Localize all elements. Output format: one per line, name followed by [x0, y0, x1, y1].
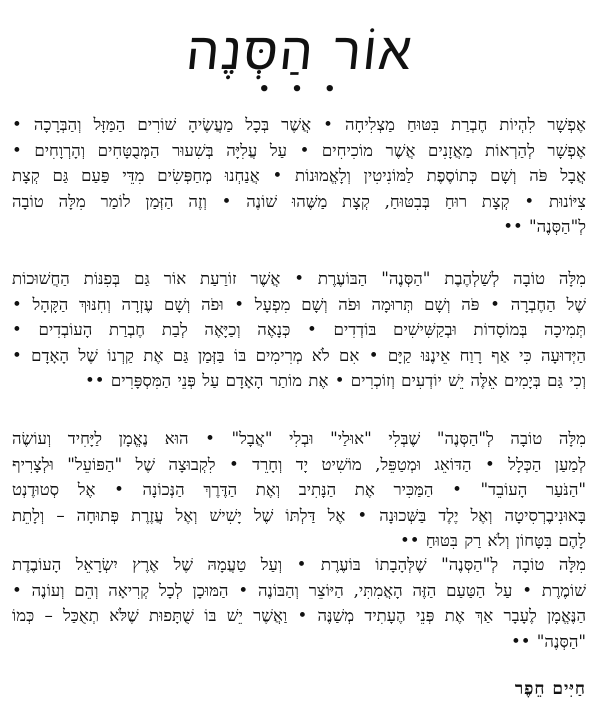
paragraph-line: "הַנֹּעַר הָעוֹבֵד" • הַמַּכִּיר אֶת הַנָּתִיב וְאֶת הַדֶּרֶךְ הַנְּכוֹנָה • אֶל סְטוּדֶנְט — [12, 480, 586, 499]
title-ornament: ∙ ∙ ∙ — [257, 76, 343, 101]
paragraph-line: תְּמִיכָה בְּמוֹסָדוֹת וּבְקַשִּׁישִׁים בּוֹדְדִים • כְּנָאֶה וְכַיָּאֶה לְבַת חֶבְרַת הָעוֹבְדִים • — [12, 320, 586, 339]
paragraph-line: לְמַעַן הַכְּלָל • הַדּוֹאֵג וּמְטַפֵּל, מוֹשִׁיט יָד וְחָרֵד • לִקְבוּצָה שֶׁל "הַפּוֹעֵל" וּלְצָרִיף — [12, 454, 586, 474]
paragraph-line: צִיּוֹנוּת • קְצָת רוּחַ בְּבִטּוּחַ, קְצָת מַשֶּׁהוּ שׁוֹנֶה • וְזֶה הַזְּמַן לוֹמַר מִלָּה טוֹבָה — [12, 191, 586, 211]
paragraph-line: "הַסְּנֶה" •• — [510, 631, 586, 651]
paragraph-2 — [12, 266, 586, 394]
paragraph-line: שׁוֹמֶרֶת • עַל הַטַּעַם הַזֶּה הָאֲמִתִּי, הַיּוֹצֵר וְהַבּוֹנֶה • הַמּוּכָן לְכָל קְרִיאָה וְהֵם וְעוֹנֶה • — [12, 580, 586, 600]
paragraph-line: הַנֶּאֱמָן לֶעָבָר אַךְ אֶת פְּנֵי הֶעָתִיד מְשַׁנֶּה • וַאֲשֶׁר יֵשׁ בּוֹ שֻׁתָּפוּת שֶׁלֹּא תְאֻכַּל – כְּמוֹ — [12, 606, 586, 625]
paragraph-line: מִלָּה טוֹבָה לְ"הַסְּנֶה" שֶׁבְּלִי "אוּלַי" וּבְלִי "אֲבָל" • הוּא נֶאֱמָן לַיָּחִיד וְעוֹשֶׂה — [12, 429, 586, 448]
paragraph-line: אֶפְשָׁר לְהַרְאוֹת מַאֲזָנִים אֲשֶׁר מוֹכִיחִים • עַל עֲלִיָּה בְּשִׁעוּר הַמְּבֻטָּחִים וְהָרְוָחִים • — [12, 140, 586, 160]
paragraph-line: וְכִי גַּם בְּיָמִים אֵלֶּה יֵשׁ יוֹדְעִים וְזוֹכְרִים • אֶת מוֹתַר הָאָדָם עַל פְּנֵי הַמִּסְפָּרִים •• — [85, 371, 586, 390]
paragraph-line: בָּאוּנִיבֶרְסִיטָה וְאֶל יֶלֶד בַּשְּׁכוּנָה • אֶל דַּלְתּוֹ שֶׁל יָשִׁישׁ וְאֶל עֲזֶרֶת פְּתוּחָה – וְלָתֵת — [12, 505, 586, 525]
paragraph-line: לָהֶם בִּטָּחוֹן וְלֹא רַק בִּטּוּחַ •• — [399, 531, 586, 550]
paragraph-line: שֶׁל הַחֶבְרָה • פֹּה וְשָׁם תְּרוּמָה וּפֹה וְשָׁם מִפְעָל • וּפֹה וְשָׁם עֶזְרָה וְחִנּוּךְ הַקָּהָל • — [12, 294, 586, 314]
paragraph-line: מִלָּה טוֹבָה לְ"הַסְּנֶה" שֶׁלְּהָבָתוֹ בּוֹעֶרֶת • וְעַל טַעֲמָהּ שֶׁל אֶרֶץ יִשְׂרָאֵל הָעוֹבֶדֶת — [12, 555, 586, 574]
paragraph-line: מִלָּה טוֹבָה לְשַׁלְהֶבֶת "הַסְּנֶה" הַבּוֹעֶרֶת • אֲשֶׁר זוֹרַעַת אוֹר גַּם בְּפִנּוֹת הַחֲשׁוּכוֹת — [12, 269, 586, 288]
paragraph-line: אֲבָל פֹּה וְשָׁם כְּתוֹסֶפֶת לַמּוֹנִיטִין וְלָאֱמוּנוֹת • אֲנַחְנוּ מְחַפְּשִׂים מִדֵּי פַּעַם גַּם קְצָת — [12, 166, 586, 185]
paragraph-4 — [12, 552, 586, 654]
paragraph-line: אֶפְשָׁר לִהְיוֹת חֶבְרַת בִּטּוּחַ מַצְלִיחָה • אֲשֶׁר בְּכָל מַעֲשֶׂיהָ שׁוֹרִים הַמַּזָּל וְהַבְּרָכָה • — [12, 115, 586, 134]
paragraph-line: הַיְּדוּעָה כִּי אַף רָוַח אֵינֶנּוּ קַיָּם • אִם לֹא מְרִימִים בּוֹ בַּזְּמַן גַּם אֶת קַרְנוֹ שֶׁל הָאָדָם • — [12, 345, 586, 365]
paragraph-line: לְ"הַסְּנֶה" •• — [503, 217, 586, 236]
page-title: אוֹר הַסְּנֶה — [183, 22, 417, 82]
paragraph-3 — [12, 426, 586, 554]
author-signature: חַיִּים חֵפֶר — [514, 679, 586, 699]
paragraph-1 — [12, 112, 586, 240]
